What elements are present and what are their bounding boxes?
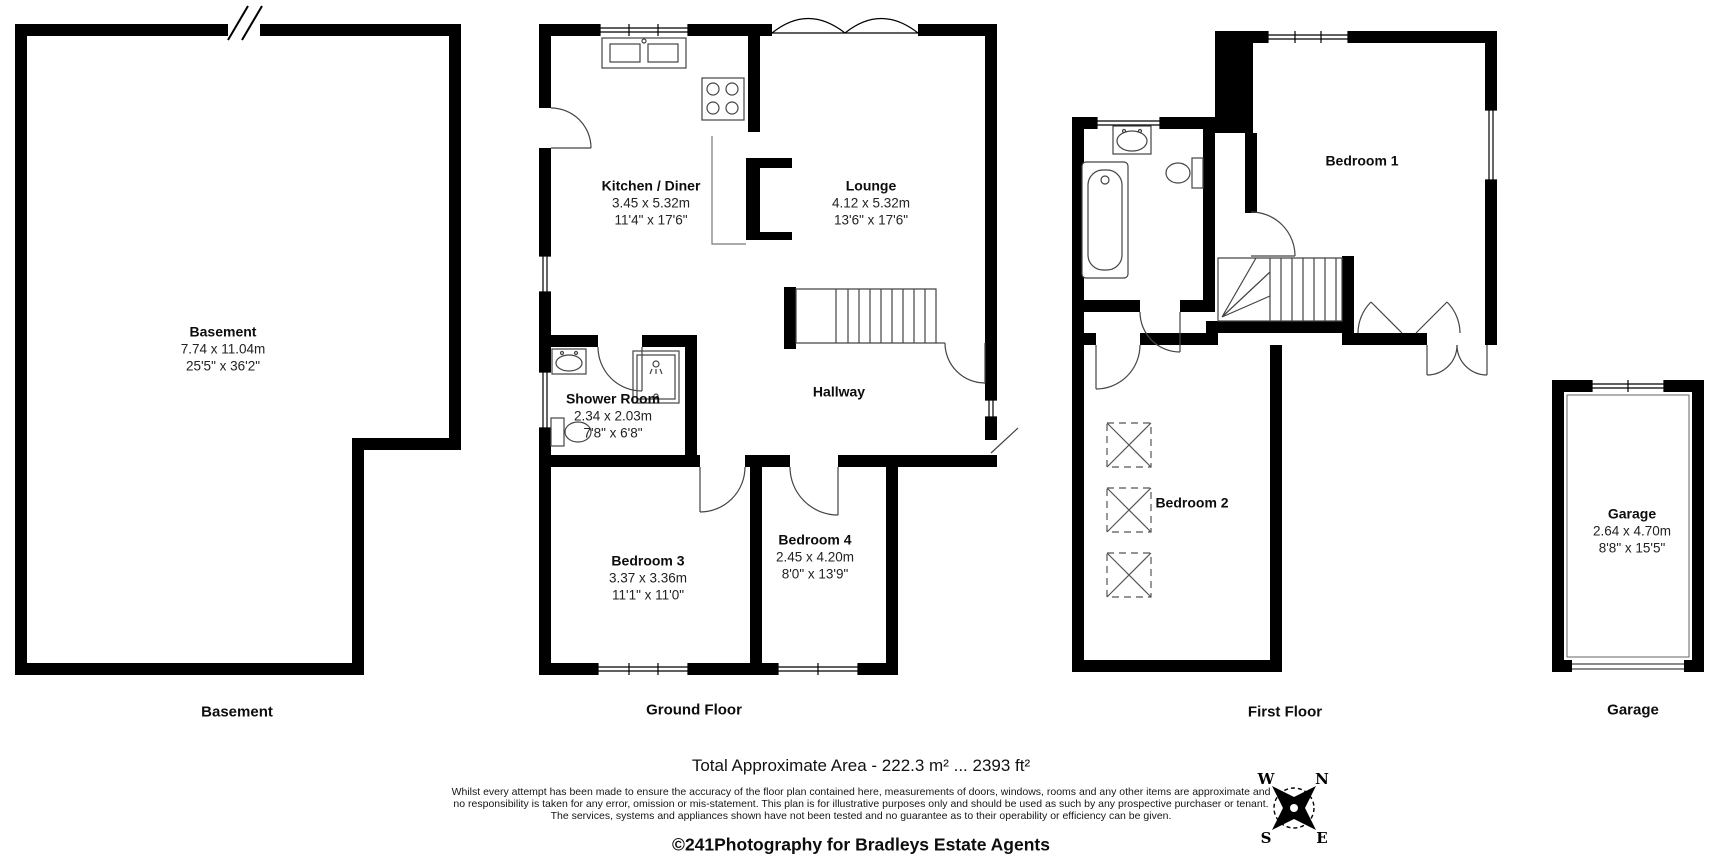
room-name: Bedroom 1 xyxy=(1325,152,1399,169)
room-dims-imperial: 11'4" x 17'6" xyxy=(614,212,688,228)
garage-floor-caption: Garage xyxy=(1607,701,1659,719)
kitchen-room-label xyxy=(602,178,701,229)
room-name: Lounge xyxy=(845,177,897,194)
copyright-text: ©241Photography for Bradleys Estate Agents xyxy=(672,834,1050,855)
garage-door-icon xyxy=(1572,664,1684,669)
room-name: Bedroom 3 xyxy=(611,552,685,569)
first-floor-plan xyxy=(1072,31,1497,672)
first-floor-caption: First Floor xyxy=(1247,703,1323,721)
room-name: Garage xyxy=(1607,505,1657,522)
bow-window-icon xyxy=(772,19,918,34)
lounge-room-label xyxy=(832,178,910,229)
room-dims-metric: 2.34 x 2.03m xyxy=(573,408,653,424)
bedroom2-room-label xyxy=(1155,495,1228,512)
room-dims-metric: 2.45 x 4.20m xyxy=(775,549,855,565)
bedroom1-room-label xyxy=(1325,153,1398,170)
room-name: Bedroom 2 xyxy=(1155,494,1229,511)
roof-window-icon xyxy=(1107,423,1151,597)
room-dims-metric: 2.64 x 4.70m xyxy=(1592,523,1672,539)
window-icon xyxy=(1097,31,1497,180)
compass-west-label: W xyxy=(1257,770,1275,788)
bedroom4-room-label xyxy=(776,532,854,583)
basement-floor-caption: Basement xyxy=(201,703,273,721)
room-dims-imperial: 13'6" x 17'6" xyxy=(833,212,909,228)
garage-room-label xyxy=(1593,506,1671,557)
room-dims-metric: 3.45 x 5.32m xyxy=(611,195,691,211)
compass-rose-icon xyxy=(1272,786,1316,830)
chimney-mass xyxy=(1215,31,1253,133)
basement-room-label xyxy=(181,324,266,375)
room-name: Basement xyxy=(189,323,257,340)
room-dims-imperial: 11'1" x 11'0" xyxy=(611,587,685,603)
room-dims-imperial: 8'0" x 13'9" xyxy=(781,566,849,582)
stairs-ground xyxy=(796,289,945,343)
bathroom-sink-icon xyxy=(552,349,586,374)
compass-east-label: E xyxy=(1316,829,1328,847)
kitchen-sink-icon xyxy=(602,38,686,68)
wall-break-icon xyxy=(228,6,262,40)
disclaimer-line-3: The services, systems and appliances shown have not been tested and no guarantee as to their operability or efficiency can be given. xyxy=(550,810,1172,822)
compass-south-label: S xyxy=(1260,829,1272,847)
total-area-text: Total Approximate Area - 222.3 m² ... 2393 ft² xyxy=(691,756,1031,775)
disclaimer-line-2: no responsibility is taken for any error, omission or mis-statement. This plan is for illustrative purposes only and should be used as such by any prospective purchaser or tenant. xyxy=(453,798,1269,810)
bath-icon xyxy=(1082,162,1128,278)
toilet-icon xyxy=(1166,158,1203,188)
room-name: Bedroom 4 xyxy=(778,531,852,548)
stairs-first xyxy=(1218,258,1342,321)
shower-room-label xyxy=(566,391,660,442)
disclaimer-line-1: Whilst every attempt has been made to ensure the accuracy of the floor plan contained here, measurements of doors, windows, rooms and any other items are approximate and xyxy=(451,786,1271,798)
room-dims-metric: 4.12 x 5.32m xyxy=(831,195,911,211)
window-icon xyxy=(1592,380,1664,392)
room-name: Kitchen / Diner xyxy=(601,177,701,194)
compass-north-label: N xyxy=(1315,770,1329,788)
ground-floor-caption: Ground Floor xyxy=(646,701,742,719)
room-dims-imperial: 8'8" x 15'5" xyxy=(1598,540,1666,556)
room-dims-imperial: 7'8" x 6'8" xyxy=(583,425,643,441)
room-dims-metric: 3.37 x 3.36m xyxy=(608,570,688,586)
stove-icon xyxy=(702,78,744,120)
room-dims-metric: 7.74 x 11.04m xyxy=(180,341,266,357)
window-icon xyxy=(539,24,997,675)
room-name: Shower Room xyxy=(565,390,661,407)
room-name: Hallway xyxy=(812,383,866,400)
bathroom-sink-icon xyxy=(1113,126,1151,154)
bedroom3-room-label xyxy=(609,553,687,604)
hallway-room-label xyxy=(813,384,865,401)
room-dims-imperial: 25'5" x 36'2" xyxy=(185,358,261,374)
